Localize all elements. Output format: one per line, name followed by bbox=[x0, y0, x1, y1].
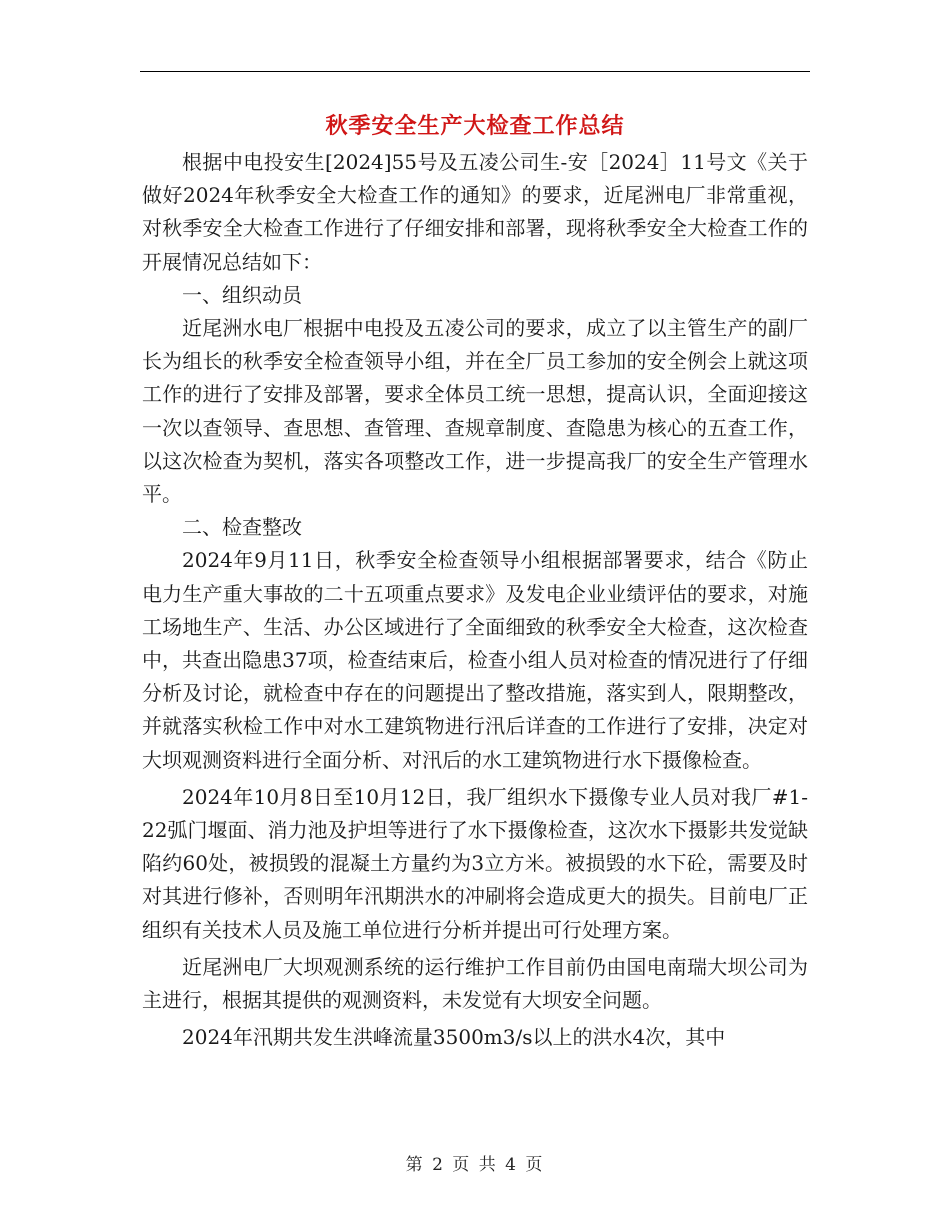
paragraph-organize: 近尾洲水电厂根据中电投及五凌公司的要求，成立了以主管生产的副厂长为组长的秋季安全检查领导小组，并在全厂员工参加的安全例会上就这项工作的进行了安排及部署，要求全体员工统一思想，提高认识，全面迎接这一次以查领导、查思想、查管理、查规章制度、查隐患为核心的五查工作，以这次检查为契机，落实各项整改工作，进一步提高我厂的安全生产管理水平。 bbox=[142, 316, 808, 507]
document-body bbox=[142, 146, 808, 1054]
paragraph-underwater: 2024年10月8日至10月12日，我厂组织水下摄像专业人员对我厂#1-22弧门堰面、消力池及护坦等进行了水下摄像检查，这次水下摄影共发觉缺陷约60处，被损毁的混凝土方量约为3立方米。被损毁的水下砼，需要及时对其进行修补，否则明年汛期洪水的冲刷将会造成更大的损失。目前电厂正组织有关技术人员及施工单位进行分析并提出可行处理方案。 bbox=[142, 784, 808, 942]
paragraph-dam-monitoring: 近尾洲电厂大坝观测系统的运行维护工作目前仍由国电南瑞大坝公司为主进行，根据其提供的观测资料，未发觉有大坝安全问题。 bbox=[142, 954, 808, 1013]
section-heading-inspection: 二、检查整改 bbox=[182, 515, 302, 540]
page-number-footer: 第 2 页 共 4 页 bbox=[405, 1155, 545, 1175]
document-title: 秋季安全生产大检查工作总结 bbox=[325, 113, 625, 139]
paragraph-intro: 根据中电投安生[2024]55号及五凌公司生-安［2024］11号文《关于做好2024年秋季安全大检查工作的通知》的要求，近尾洲电厂非常重视，对秋季安全大检查工作进行了仔细安排和部署，现将秋季安全大检查工作的开展情况总结如下： bbox=[142, 150, 808, 274]
paragraph-flood: 2024年汛期共发生洪峰流量3500m3/s以上的洪水4次，其中 bbox=[182, 1025, 726, 1050]
section-heading-organize: 一、组织动员 bbox=[182, 282, 302, 307]
header-rule bbox=[140, 71, 810, 72]
paragraph-inspection: 2024年9月11日，秋季安全检查领导小组根据部署要求，结合《防止电力生产重大事故的二十五项重点要求》及发电企业业绩评估的要求，对施工场地生产、生活、办公区域进行了全面细致的秋季安全大检查，这次检查中，共查出隐患37项，检查结束后，检查小组人员对检查的情况进行了仔细分析及讨论，就检查中存在的问题提出了整改措施，落实到人，限期整改，并就落实秋检工作中对水工建筑物进行汛后详查的工作进行了安排，决定对大坝观测资料进行全面分析、对汛后的水工建筑物进行水下摄像检查。 bbox=[142, 548, 808, 772]
